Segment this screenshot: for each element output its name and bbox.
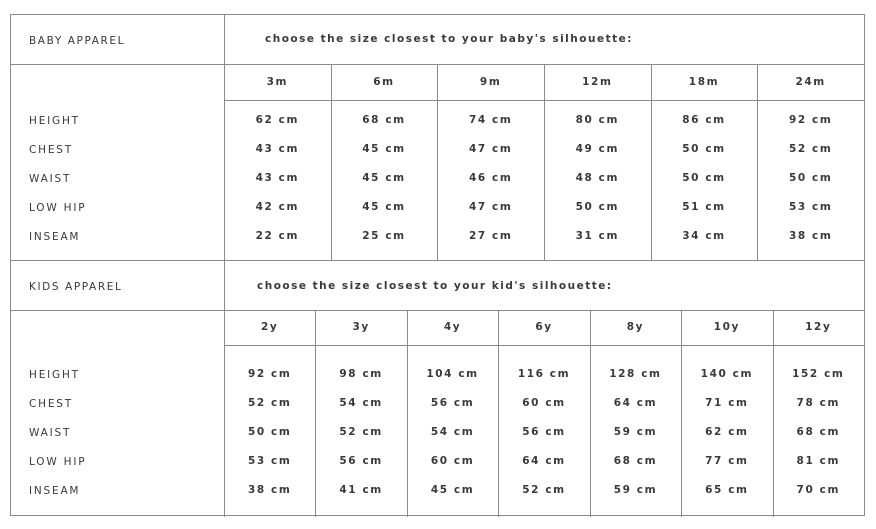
baby-size-3m: 3m [266,76,289,88]
kids-cell: 68 cm [796,426,840,438]
baby-cell: 48 cm [575,172,620,184]
kids-cell: 59 cm [613,426,658,438]
baby-cell: 68 cm [362,114,406,126]
kids-size-6y: 6y [535,321,553,333]
kids-cell: 54 cm [339,397,383,409]
kids-cell: 62 cm [705,426,749,438]
baby-cell: 22 cm [255,230,300,242]
kids-row-label-chest: CHEST [29,398,73,410]
kids-cell: 104 cm [426,368,479,380]
baby-cell: 38 cm [788,230,833,242]
baby-cell: 46 cm [468,172,513,184]
baby-row-label-height: HEIGHT [29,115,80,127]
kids-size-4y: 4y [443,321,462,333]
baby-cell: 53 cm [788,201,833,213]
kids-cell: 64 cm [613,397,658,409]
baby-size-12m: 12m [582,76,613,88]
kids-size-instruction: choose the size closest to your kid's silhouette: [257,280,613,292]
kids-size-2y: 2y [261,321,279,333]
size-chart [10,14,865,516]
kids-apparel-title: KIDS APPAREL [29,281,123,293]
kids-cell: 60 cm [430,455,475,467]
baby-cell: 45 cm [362,143,406,155]
baby-size-instruction: choose the size closest to your baby's silhouette: [265,33,633,45]
baby-cell: 47 cm [468,201,513,213]
kids-cell: 140 cm [700,368,754,380]
baby-cell: 50 cm [788,172,833,184]
baby-cell: 42 cm [255,201,300,213]
kids-cell: 52 cm [339,426,383,438]
baby-cell: 80 cm [575,114,620,126]
kids-cell: 128 cm [609,368,662,380]
kids-cell: 52 cm [247,397,292,409]
baby-cell: 50 cm [682,172,726,184]
kids-cell: 56 cm [339,455,383,467]
baby-cell: 31 cm [575,230,620,242]
kids-row-label-inseam: INSEAM [29,485,81,497]
baby-cell: 50 cm [575,201,620,213]
kids-cell: 78 cm [796,397,840,409]
baby-cell: 51 cm [682,201,726,213]
kids-cell: 56 cm [522,426,566,438]
baby-cell: 92 cm [788,114,833,126]
baby-apparel-title: BABY APPAREL [29,35,126,47]
kids-cell: 41 cm [339,484,383,496]
baby-cell: 47 cm [468,143,513,155]
baby-cell: 43 cm [255,143,300,155]
kids-cell: 45 cm [430,484,475,496]
kids-cell: 52 cm [522,484,566,496]
baby-size-18m: 18m [688,76,720,88]
kids-size-3y: 3y [352,321,370,333]
kids-cell: 77 cm [705,455,749,467]
kids-cell: 92 cm [247,368,292,380]
baby-cell: 49 cm [575,143,620,155]
baby-cell: 86 cm [682,114,726,126]
kids-size-10y: 10y [713,321,740,333]
kids-cell: 59 cm [613,484,658,496]
baby-cell: 50 cm [682,143,726,155]
baby-size-24m: 24m [795,76,826,88]
baby-row-label-waist: WAIST [29,173,72,185]
kids-cell: 53 cm [247,455,292,467]
baby-row-label-inseam: INSEAM [29,231,81,243]
kids-row-label-low-hip: LOW HIP [29,456,87,468]
baby-cell: 74 cm [468,114,513,126]
kids-cell: 116 cm [517,368,571,380]
kids-row-label-height: HEIGHT [29,369,80,381]
kids-cell: 50 cm [247,426,292,438]
label-column-divider [224,15,225,517]
kids-cell: 152 cm [792,368,845,380]
kids-cell: 54 cm [430,426,475,438]
kids-cell: 60 cm [522,397,566,409]
kids-header-underline [224,345,864,346]
kids-cell: 65 cm [705,484,749,496]
kids-size-12y: 12y [805,321,832,333]
baby-cell: 25 cm [362,230,406,242]
kids-cell: 68 cm [613,455,658,467]
kids-cell: 98 cm [339,368,383,380]
kids-cell: 81 cm [796,455,840,467]
kids-row-label-waist: WAIST [29,427,72,439]
kids-cell: 56 cm [430,397,475,409]
baby-cell: 34 cm [682,230,726,242]
kids-cell: 70 cm [796,484,840,496]
baby-cell: 43 cm [255,172,300,184]
kids-cell: 64 cm [522,455,566,467]
baby-row-label-chest: CHEST [29,144,73,156]
kids-size-8y: 8y [626,321,645,333]
baby-size-9m: 9m [479,76,502,88]
baby-cell: 45 cm [362,172,406,184]
kids-cell: 38 cm [247,484,292,496]
baby-cell: 52 cm [788,143,833,155]
baby-cell: 45 cm [362,201,406,213]
kids-cell: 71 cm [705,397,749,409]
baby-size-6m: 6m [373,76,395,88]
section-divider [11,310,864,311]
baby-cell: 62 cm [255,114,300,126]
baby-row-label-low-hip: LOW HIP [29,202,87,214]
section-divider [11,260,864,261]
baby-cell: 27 cm [468,230,513,242]
